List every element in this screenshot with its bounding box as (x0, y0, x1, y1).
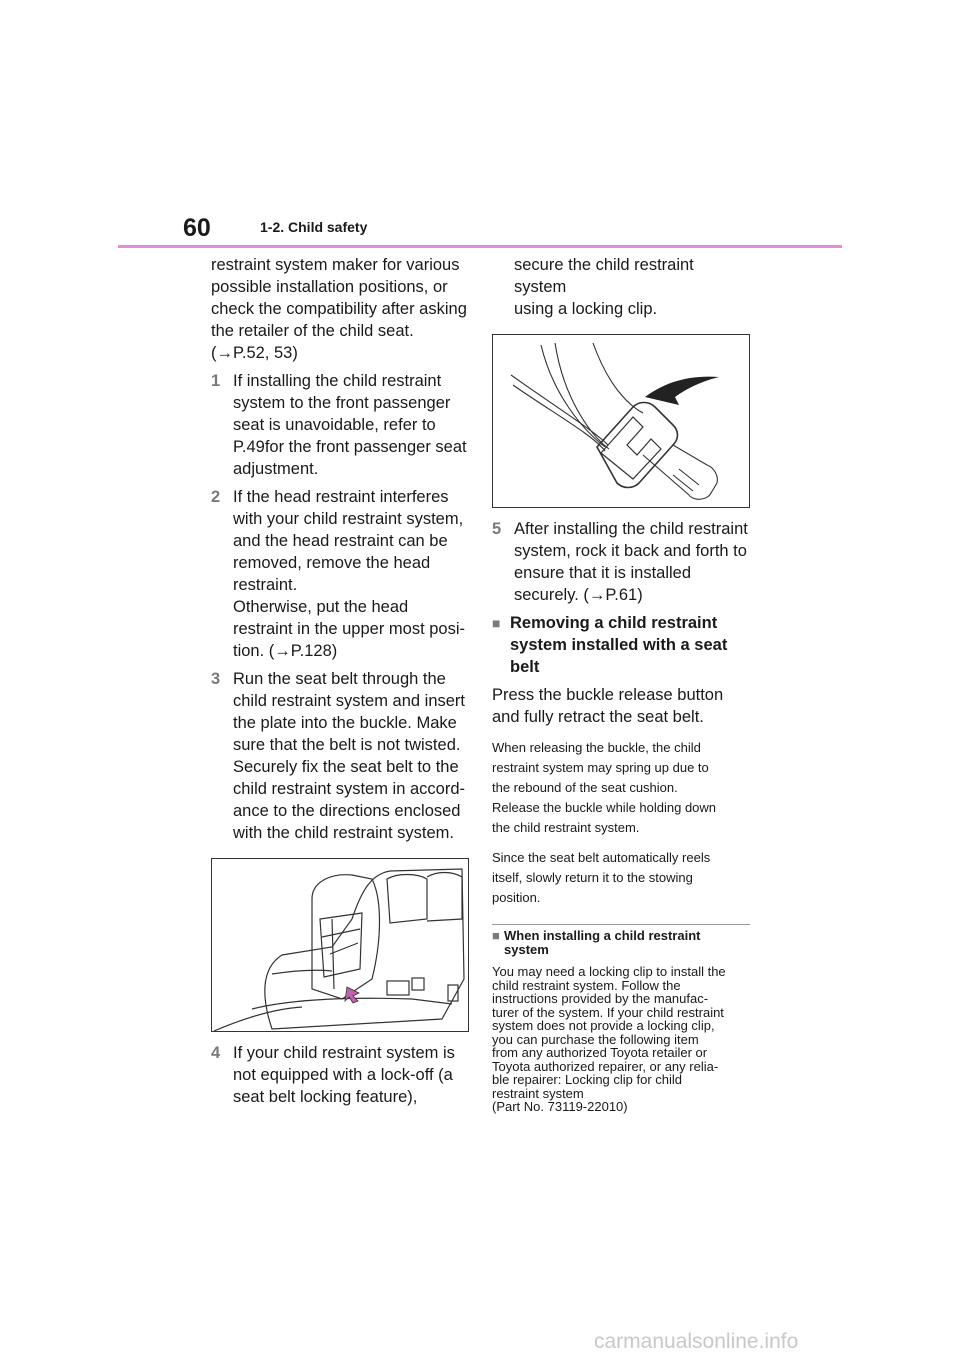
watermark: carmanualsonline.info (594, 1330, 799, 1353)
step-line: child restraint system and insert (233, 692, 466, 710)
step-line: seat is unavoidable, refer to (233, 416, 436, 434)
when-installing-body (492, 965, 750, 1114)
removing-text (492, 684, 750, 728)
step-4 (211, 1042, 471, 1108)
intro-line: the retailer of the child seat. (211, 322, 414, 340)
note-line: restraint system may spring up due to (492, 760, 709, 775)
intro-paragraph (211, 254, 471, 364)
note-line: When releasing the buckle, the child (492, 740, 701, 755)
step-line: not equipped with a lock-off (a (233, 1066, 453, 1084)
note-line: child restraint system. Follow the (492, 977, 681, 993)
body-line: and fully retract the seat belt. (492, 708, 704, 726)
note-line: itself, slowly return it to the stowing (492, 870, 693, 885)
body-line: Press the buckle release button (492, 686, 724, 704)
square-bullet-icon: ■ (492, 928, 500, 943)
stowing-note (492, 848, 750, 908)
heading-line: system installed with a seat (510, 636, 728, 654)
step-line: with the child restraint system. (233, 824, 454, 842)
header-rule (118, 245, 842, 248)
note-divider (492, 924, 750, 925)
step-line: tion. (→P.128) (233, 642, 338, 660)
step-number: 1 (211, 372, 221, 390)
heading-line: When installing a child restraint (504, 928, 701, 943)
step-line: restraint. (233, 576, 298, 594)
page-number: 60 (183, 214, 211, 242)
heading-line: belt (510, 658, 540, 676)
step-line: system to the front passenger (233, 394, 451, 412)
step-line: child restraint system in accord- (233, 780, 465, 798)
note-line: the child restraint system. (492, 820, 640, 835)
step-line: ensure that it is installed (514, 564, 692, 582)
intro-line: possible installation positions, or (211, 278, 448, 296)
step-line: P.49for the front passenger seat (233, 438, 467, 456)
note-line: turer of the system. If your child restraint (492, 1004, 724, 1020)
note-line: instructions provided by the manufac- (492, 991, 709, 1006)
step-5 (492, 518, 750, 606)
step-line: restraint in the upper most posi- (233, 620, 466, 638)
left-column (211, 254, 471, 1114)
step-line: If installing the child restraint (233, 372, 442, 390)
step-line: system, rock it back and forth to (514, 542, 747, 560)
continued-step-4 (492, 254, 750, 320)
step-line: Run the seat belt through the (233, 670, 446, 688)
intro-line: check the compatibility after asking (211, 300, 467, 318)
square-bullet-icon: ■ (492, 615, 501, 631)
note-line: restraint system (492, 1085, 584, 1101)
step-number: 4 (211, 1044, 221, 1062)
step-number: 2 (211, 488, 221, 506)
child-seat-drawing (212, 859, 468, 1031)
step-3 (211, 668, 471, 844)
note-line: Since the seat belt automatically reels (492, 850, 711, 865)
step-line: the plate into the buckle. Make (233, 714, 457, 732)
step-line: removed, remove the head (233, 554, 431, 572)
child-seat-illustration (211, 858, 469, 1032)
intro-line: restraint system maker for various (211, 256, 460, 274)
step-line: If the head restraint interferes (233, 488, 449, 506)
step-number: 5 (492, 520, 502, 538)
step-line: with your child restraint system, (233, 510, 464, 528)
intro-line: (→P.52, 53) (211, 344, 298, 362)
step-line: and the head restraint can be (233, 532, 448, 550)
when-installing-heading (492, 929, 750, 957)
step-line: using a locking clip. (514, 300, 658, 318)
right-column (492, 254, 750, 1114)
release-note (492, 738, 750, 838)
step-line: Otherwise, put the head (233, 598, 409, 616)
note-line: (Part No. 73119-22010) (492, 1099, 628, 1114)
step-1 (211, 370, 471, 480)
step-line: After installing the child restraint (514, 520, 748, 538)
pointer-arrow-icon (645, 377, 719, 405)
note-line: position. (492, 890, 541, 905)
removing-heading (492, 612, 750, 678)
locking-clip-drawing (493, 335, 749, 507)
note-line: the rebound of the seat cushion. (492, 780, 678, 795)
step-2 (211, 486, 471, 662)
heading-line: Removing a child restraint (510, 614, 718, 632)
heading-line: system (504, 942, 549, 957)
step-line: adjustment. (233, 460, 319, 478)
note-line: from any authorized Toyota retailer or (492, 1045, 708, 1060)
step-line: securely. (→P.61) (514, 586, 643, 604)
note-line: system does not provide a locking clip, (492, 1018, 715, 1033)
step-line: Securely fix the seat belt to the (233, 758, 459, 776)
step-number: 3 (211, 670, 221, 688)
step-line: sure that the belt is not twisted. (233, 736, 461, 754)
step-line: ance to the directions enclosed (233, 802, 461, 820)
locking-clip-illustration (492, 334, 750, 508)
note-line: you can purchase the following item (492, 1031, 699, 1047)
step-line: seat belt locking feature), (233, 1088, 418, 1106)
step-line: If your child restraint system is (233, 1044, 455, 1062)
note-line: Release the buckle while holding down (492, 800, 717, 815)
note-line: ble repairer: Locking clip for child (492, 1072, 683, 1087)
section-title: 1-2. Child safety (260, 219, 368, 235)
note-line: Toyota authorized repairer, or any relia- (492, 1058, 719, 1074)
note-line: You may need a locking clip to install the (492, 964, 726, 979)
step-line: secure the child restraint system (514, 256, 694, 296)
